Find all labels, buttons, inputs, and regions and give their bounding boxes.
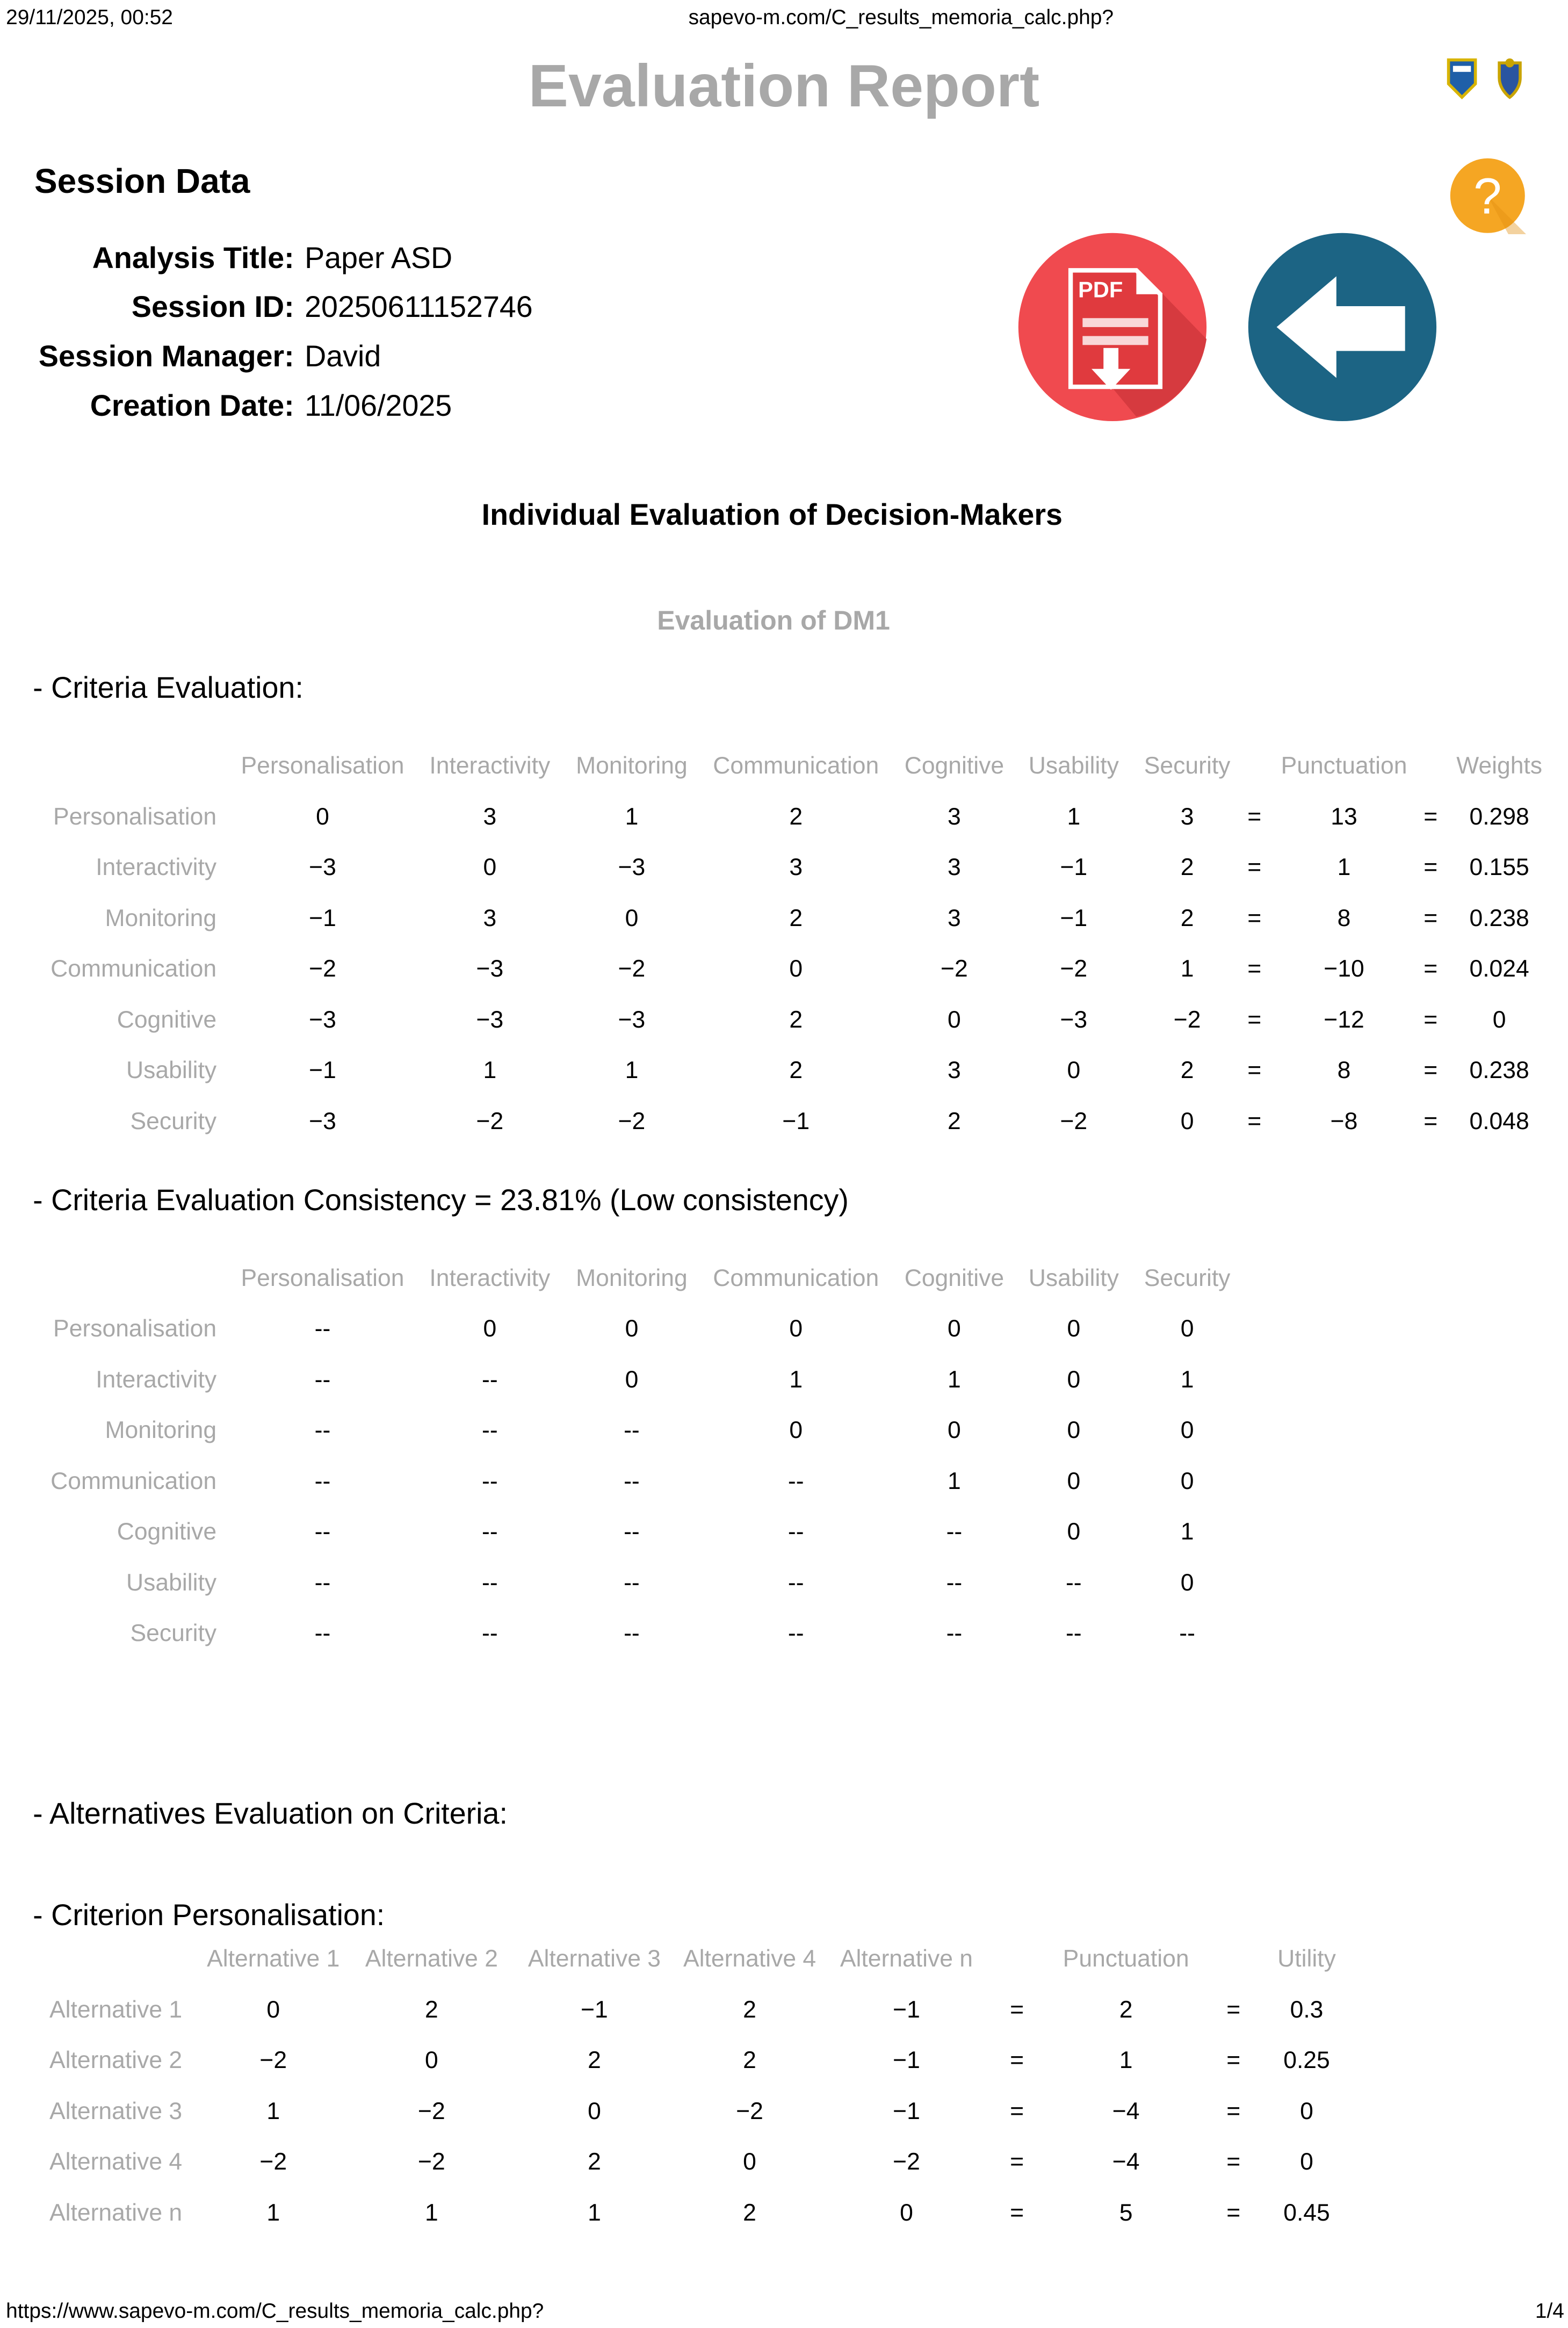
- table-cell: --: [314, 1315, 331, 1342]
- table-cell: 0: [948, 1417, 961, 1444]
- table-cell: 1: [1180, 1366, 1194, 1393]
- punctuation-cell: 1: [1337, 854, 1351, 881]
- consistency-heading: - Criteria Evaluation Consistency = 23.81% (Low consistency): [33, 1183, 849, 1217]
- table-cell: 2: [588, 2149, 601, 2175]
- column-header: Alternative 3: [528, 1946, 661, 1972]
- weight-cell: 0.238: [1469, 905, 1529, 931]
- svg-text:?: ?: [1473, 168, 1502, 225]
- row-label: Alternative n: [49, 2199, 183, 2226]
- table-cell: −2: [618, 956, 646, 982]
- table-cell: 3: [948, 854, 961, 881]
- svg-text:PDF: PDF: [1078, 277, 1123, 302]
- table-cell: −2: [1060, 956, 1088, 982]
- back-button[interactable]: [1247, 232, 1438, 429]
- table-cell: −3: [1060, 1006, 1088, 1033]
- table-cell: 3: [483, 803, 497, 830]
- table-cell: --: [1179, 1620, 1195, 1647]
- column-header: Interactivity: [429, 753, 551, 779]
- punctuation-cell: −12: [1324, 1006, 1364, 1033]
- table-cell: 0: [743, 2149, 756, 2175]
- table-cell: −2: [1173, 1006, 1201, 1033]
- weight-cell: 0.298: [1469, 803, 1529, 830]
- table-cell: 2: [789, 1057, 803, 1084]
- column-header: Personalisation: [241, 753, 404, 779]
- table-cell: --: [946, 1519, 963, 1545]
- equals-sign: =: [1247, 803, 1262, 830]
- column-header: Communication: [713, 753, 879, 779]
- column-header: Alternative 4: [683, 1946, 816, 1972]
- column-header: Security: [1144, 1264, 1231, 1291]
- table-cell: --: [314, 1366, 331, 1393]
- punctuation-cell: −10: [1324, 956, 1364, 982]
- row-label: Alternative 2: [49, 2047, 183, 2074]
- table-cell: --: [482, 1417, 498, 1444]
- print-datetime: 29/11/2025, 00:52: [6, 6, 173, 30]
- equals-sign: =: [1247, 854, 1262, 881]
- table-cell: 0: [1180, 1467, 1194, 1494]
- weight-cell: 0.048: [1469, 1108, 1529, 1134]
- table-cell: 0: [1180, 1315, 1194, 1342]
- row-label: Personalisation: [53, 803, 217, 830]
- print-url: sapevo-m.com/C_results_memoria_calc.php?: [688, 6, 1114, 30]
- row-label: Usability: [126, 1057, 217, 1084]
- session-manager-label: Session Manager:: [38, 339, 294, 373]
- column-header: Alternative 1: [207, 1946, 340, 1972]
- table-cell: −2: [476, 1108, 504, 1134]
- punctuation-cell: 1: [1119, 2047, 1133, 2074]
- utility-cell: 0.3: [1290, 1996, 1324, 2023]
- equals-sign: =: [1247, 905, 1262, 931]
- section-title: Individual Evaluation of Decision-Makers: [481, 497, 1063, 531]
- table-cell: 0: [625, 1366, 639, 1393]
- table-cell: 0: [483, 1315, 497, 1342]
- table-cell: 0: [1067, 1057, 1081, 1084]
- row-label: Alternative 3: [49, 2098, 183, 2124]
- table-cell: --: [787, 1467, 804, 1494]
- table-cell: --: [624, 1467, 640, 1494]
- table-cell: −2: [418, 2149, 445, 2175]
- table-cell: 2: [789, 803, 803, 830]
- column-header: Personalisation: [241, 1264, 404, 1291]
- table-cell: 1: [1180, 956, 1194, 982]
- equals-sign: =: [1247, 1108, 1262, 1134]
- table-cell: 0: [900, 2199, 913, 2226]
- table-cell: 2: [1180, 854, 1194, 881]
- row-label: Usability: [126, 1569, 217, 1596]
- column-header: Punctuation: [1281, 753, 1407, 779]
- column-header: Monitoring: [576, 1264, 688, 1291]
- table-cell: 2: [789, 1006, 803, 1033]
- table-cell: 0: [1180, 1417, 1194, 1444]
- table-cell: −3: [309, 854, 336, 881]
- table-cell: 1: [789, 1366, 803, 1393]
- row-label: Alternative 1: [49, 1996, 183, 2023]
- row-label: Security: [130, 1108, 217, 1134]
- table-cell: 2: [948, 1108, 961, 1134]
- column-header: Cognitive: [904, 753, 1005, 779]
- table-cell: 0: [789, 1417, 803, 1444]
- column-header: Usability: [1028, 753, 1119, 779]
- column-header: Cognitive: [904, 1264, 1005, 1291]
- table-cell: --: [314, 1569, 331, 1596]
- table-cell: 0: [948, 1006, 961, 1033]
- punctuation-cell: 8: [1337, 905, 1351, 931]
- arrow-left-icon: [1247, 232, 1438, 423]
- equals-sign: =: [1010, 2098, 1024, 2124]
- table-cell: --: [787, 1519, 804, 1545]
- table-cell: 3: [483, 905, 497, 931]
- table-cell: --: [314, 1467, 331, 1494]
- table-cell: −1: [581, 1996, 608, 2023]
- table-cell: 2: [743, 1996, 756, 2023]
- table-cell: 0: [625, 1315, 639, 1342]
- table-cell: −3: [618, 854, 646, 881]
- table-cell: --: [1066, 1620, 1082, 1647]
- table-cell: −1: [1060, 854, 1088, 881]
- table-cell: --: [787, 1569, 804, 1596]
- table-cell: −1: [309, 905, 336, 931]
- table-cell: 1: [625, 803, 639, 830]
- column-header: Alternative n: [840, 1946, 973, 1972]
- table-cell: 2: [743, 2199, 756, 2226]
- equals-sign: =: [1424, 1006, 1438, 1033]
- punctuation-cell: −8: [1330, 1108, 1358, 1134]
- punctuation-cell: 8: [1337, 1057, 1351, 1084]
- page-title: Evaluation Report: [528, 52, 1040, 119]
- equals-sign: =: [1424, 1108, 1438, 1134]
- table-cell: −3: [309, 1108, 336, 1134]
- punctuation-cell: −4: [1112, 2098, 1140, 2124]
- row-label: Interactivity: [96, 1366, 217, 1393]
- creation-date-label: Creation Date:: [90, 388, 294, 422]
- table-cell: −2: [418, 2098, 445, 2124]
- table-cell: --: [482, 1519, 498, 1545]
- table-cell: 0: [789, 956, 803, 982]
- weight-cell: 0.238: [1469, 1057, 1529, 1084]
- table-cell: 1: [266, 2199, 280, 2226]
- table-cell: 2: [588, 2047, 601, 2074]
- table-cell: 0: [789, 1315, 803, 1342]
- table-cell: --: [946, 1620, 963, 1647]
- analysis-title-label: Analysis Title:: [92, 241, 294, 274]
- equals-sign: =: [1247, 956, 1262, 982]
- table-cell: 1: [1180, 1519, 1194, 1545]
- row-label: Cognitive: [117, 1006, 217, 1033]
- column-header: Interactivity: [429, 1264, 551, 1291]
- table-cell: 0: [483, 854, 497, 881]
- punctuation-cell: 5: [1119, 2199, 1133, 2226]
- pdf-download-icon: [1017, 232, 1208, 423]
- logos: [1446, 57, 1529, 107]
- table-cell: 0: [425, 2047, 438, 2074]
- table-cell: 0: [266, 1996, 280, 2023]
- equals-sign: =: [1010, 2199, 1024, 2226]
- table-cell: 3: [948, 803, 961, 830]
- equals-sign: =: [1247, 1006, 1262, 1033]
- equals-sign: =: [1226, 2098, 1241, 2124]
- table-cell: 2: [425, 1996, 438, 2023]
- row-label: Communication: [50, 1467, 217, 1494]
- table-cell: 0: [948, 1315, 961, 1342]
- table-cell: 0: [1067, 1366, 1081, 1393]
- help-icon: [1449, 157, 1527, 235]
- table-cell: --: [946, 1569, 963, 1596]
- equals-sign: =: [1247, 1057, 1262, 1084]
- session-id-value: 20250611152746: [305, 290, 533, 324]
- table-cell: 1: [948, 1467, 961, 1494]
- column-header: Punctuation: [1063, 1946, 1189, 1972]
- table-cell: --: [314, 1519, 331, 1545]
- table-cell: −3: [309, 1006, 336, 1033]
- table-cell: 0: [1067, 1315, 1081, 1342]
- column-header: Usability: [1028, 1264, 1119, 1291]
- utility-cell: 0.25: [1283, 2047, 1330, 2074]
- table-cell: −2: [893, 2149, 920, 2175]
- weight-cell: 0.155: [1469, 854, 1529, 881]
- equals-sign: =: [1424, 905, 1438, 931]
- weight-cell: 0.024: [1469, 956, 1529, 982]
- table-cell: −2: [309, 956, 336, 982]
- column-header: Security: [1144, 753, 1231, 779]
- table-cell: −3: [476, 1006, 504, 1033]
- row-label: Alternative 4: [49, 2149, 183, 2175]
- institution-logo-icon: [1446, 57, 1529, 102]
- table-cell: −2: [1060, 1108, 1088, 1134]
- table-cell: --: [624, 1620, 640, 1647]
- utility-cell: 0: [1300, 2149, 1313, 2175]
- table-cell: −3: [618, 1006, 646, 1033]
- table-cell: −2: [259, 2047, 287, 2074]
- table-cell: 1: [625, 1057, 639, 1084]
- footer-url: https://www.sapevo-m.com/C_results_memoria_calc.php?: [6, 2300, 544, 2323]
- table-cell: 2: [743, 2047, 756, 2074]
- criterion-personalisation-heading: - Criterion Personalisation:: [33, 1898, 385, 1932]
- equals-sign: =: [1424, 854, 1438, 881]
- table-cell: 1: [1067, 803, 1081, 830]
- dm-title: Evaluation of DM1: [657, 605, 890, 635]
- table-cell: 0: [625, 905, 639, 931]
- session-data-heading: Session Data: [34, 162, 250, 201]
- table-cell: 0: [1180, 1569, 1194, 1596]
- table-cell: --: [482, 1366, 498, 1393]
- table-cell: −1: [782, 1108, 810, 1134]
- table-cell: --: [1066, 1569, 1082, 1596]
- table-cell: −1: [893, 2098, 920, 2124]
- weight-cell: 0: [1492, 1006, 1506, 1033]
- equals-sign: =: [1424, 803, 1438, 830]
- table-cell: 2: [1180, 905, 1194, 931]
- equals-sign: =: [1010, 1996, 1024, 2023]
- column-header: Utility: [1277, 1946, 1336, 1972]
- table-cell: --: [314, 1417, 331, 1444]
- table-cell: 3: [948, 1057, 961, 1084]
- table-cell: 0: [588, 2098, 601, 2124]
- row-label: Monitoring: [105, 1417, 217, 1444]
- equals-sign: =: [1226, 2047, 1241, 2074]
- criteria-evaluation-heading: - Criteria Evaluation:: [33, 671, 304, 705]
- download-pdf-button[interactable]: [1017, 232, 1208, 429]
- equals-sign: =: [1226, 2149, 1241, 2175]
- equals-sign: =: [1010, 2149, 1024, 2175]
- table-cell: 0: [1067, 1417, 1081, 1444]
- row-label: Cognitive: [117, 1519, 217, 1545]
- table-cell: 2: [1180, 1057, 1194, 1084]
- table-cell: −2: [736, 2098, 763, 2124]
- table-cell: 3: [1180, 803, 1194, 830]
- page-number: 1/4: [1535, 2300, 1564, 2323]
- table-cell: 1: [425, 2199, 438, 2226]
- alternatives-heading: - Alternatives Evaluation on Criteria:: [33, 1797, 508, 1831]
- help-button[interactable]: [1449, 157, 1527, 241]
- table-cell: 2: [789, 905, 803, 931]
- row-label: Monitoring: [105, 905, 217, 931]
- table-cell: 0: [316, 803, 329, 830]
- table-cell: 1: [948, 1366, 961, 1393]
- table-cell: 1: [483, 1057, 497, 1084]
- table-cell: 1: [266, 2098, 280, 2124]
- column-header: Communication: [713, 1264, 879, 1291]
- table-cell: --: [314, 1620, 331, 1647]
- table-cell: --: [482, 1569, 498, 1596]
- table-cell: 1: [588, 2199, 601, 2226]
- table-cell: 0: [1067, 1519, 1081, 1545]
- session-id-label: Session ID:: [131, 290, 294, 324]
- equals-sign: =: [1424, 1057, 1438, 1084]
- table-cell: --: [624, 1417, 640, 1444]
- table-cell: 0: [1067, 1467, 1081, 1494]
- row-label: Interactivity: [96, 854, 217, 881]
- utility-cell: 0.45: [1283, 2199, 1330, 2226]
- table-cell: --: [624, 1519, 640, 1545]
- row-label: Personalisation: [53, 1315, 217, 1342]
- table-cell: −2: [259, 2149, 287, 2175]
- table-cell: −1: [1060, 905, 1088, 931]
- punctuation-cell: 13: [1331, 803, 1357, 830]
- session-manager-value: David: [305, 339, 381, 373]
- table-cell: --: [624, 1569, 640, 1596]
- column-header: Alternative 2: [365, 1946, 498, 1972]
- punctuation-cell: 2: [1119, 1996, 1133, 2023]
- table-cell: 3: [948, 905, 961, 931]
- table-cell: --: [787, 1620, 804, 1647]
- row-label: Communication: [50, 956, 217, 982]
- table-cell: −3: [476, 956, 504, 982]
- table-cell: 3: [789, 854, 803, 881]
- utility-cell: 0: [1300, 2098, 1313, 2124]
- equals-sign: =: [1010, 2047, 1024, 2074]
- table-cell: --: [482, 1620, 498, 1647]
- table-cell: −1: [893, 2047, 920, 2074]
- row-label: Security: [130, 1620, 217, 1647]
- analysis-title-value: Paper ASD: [305, 241, 453, 274]
- table-cell: −2: [618, 1108, 646, 1134]
- column-header: Monitoring: [576, 753, 688, 779]
- punctuation-cell: −4: [1112, 2149, 1140, 2175]
- equals-sign: =: [1424, 956, 1438, 982]
- column-header: Weights: [1456, 753, 1543, 779]
- table-cell: −1: [893, 1996, 920, 2023]
- table-cell: 0: [1180, 1108, 1194, 1134]
- table-cell: −1: [309, 1057, 336, 1084]
- equals-sign: =: [1226, 1996, 1241, 2023]
- equals-sign: =: [1226, 2199, 1241, 2226]
- table-cell: --: [482, 1467, 498, 1494]
- table-cell: −2: [941, 956, 968, 982]
- creation-date-value: 11/06/2025: [305, 388, 452, 422]
